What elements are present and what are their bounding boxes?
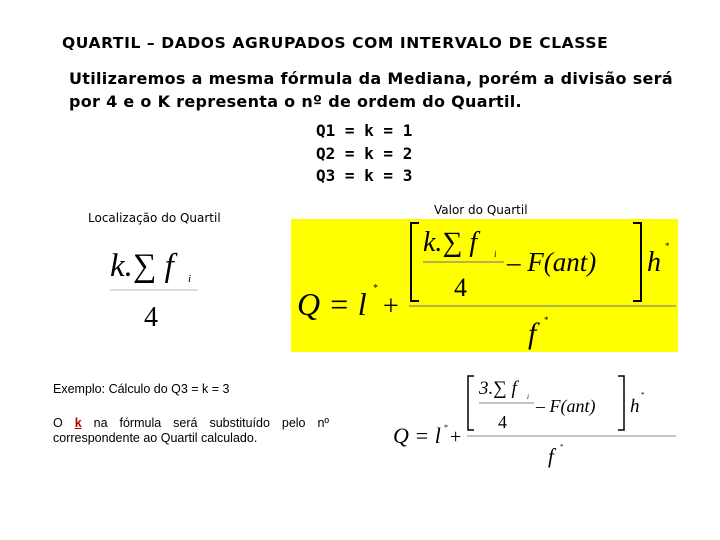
ex-left-bracket xyxy=(468,376,474,430)
ex-subscript: i xyxy=(527,393,529,401)
valor-h: h xyxy=(647,247,661,278)
valor-label: Valor do Quartil xyxy=(434,203,528,217)
svg-text:*: * xyxy=(560,443,564,451)
svg-text:*: * xyxy=(544,315,549,325)
quartil-q2: Q2 = k = 2 xyxy=(316,144,413,163)
valor-divisor: 4 xyxy=(454,273,467,302)
svg-text:*: * xyxy=(444,423,448,432)
valor-right-bracket xyxy=(633,223,641,301)
formula-exemplo xyxy=(390,372,690,472)
valor-minus-term: – F(ant) xyxy=(507,247,597,277)
localizacao-label: Localização do Quartil xyxy=(88,211,221,225)
quartil-q1: Q1 = k = 1 xyxy=(316,121,413,140)
svg-text:*: * xyxy=(665,241,670,251)
svg-text:+: + xyxy=(383,291,399,322)
ex-right-bracket xyxy=(618,376,624,430)
valor-denominator: f xyxy=(528,317,537,350)
k-highlight: k xyxy=(74,416,82,430)
ex-divisor: 4 xyxy=(498,412,507,432)
svg-text:*: * xyxy=(373,283,378,294)
intro-text: Utilizaremos a mesma fórmula da Mediana, porém a divisão será por 4 e o K representa o nº de ordem do Quartil. xyxy=(69,69,673,111)
ex-numerator-term: 3.∑ f xyxy=(479,378,517,399)
formula-valor xyxy=(291,219,678,352)
valor-numerator-term: k.∑ f xyxy=(423,227,478,258)
loc-numerator: k.∑ f xyxy=(110,248,174,284)
ex-denominator: f xyxy=(548,444,554,468)
quartil-q3: Q3 = k = 3 xyxy=(316,166,413,185)
exemplo-text: Exemplo: Cálculo do Q3 = k = 3 xyxy=(53,382,230,396)
loc-denominator: 4 xyxy=(144,302,158,333)
ex-minus-term: – F(ant) xyxy=(536,396,596,416)
ex-h: h xyxy=(630,396,640,417)
valor-subscript: i xyxy=(494,249,497,259)
formula-localizacao xyxy=(100,238,210,338)
valor-left-bracket xyxy=(411,223,419,301)
ex-lhs: Q = l xyxy=(393,423,441,448)
valor-lhs: Q = l xyxy=(297,286,367,322)
loc-subscript: i xyxy=(188,273,192,285)
svg-text:*: * xyxy=(641,391,645,399)
exemplo-note: O k na fórmula será substituído pelo nº correspondente ao Quartil calculado. xyxy=(53,416,329,445)
page-title: QUARTIL – DADOS AGRUPADOS COM INTERVALO DE CLASSE xyxy=(62,34,609,52)
svg-text:+: + xyxy=(450,426,462,448)
